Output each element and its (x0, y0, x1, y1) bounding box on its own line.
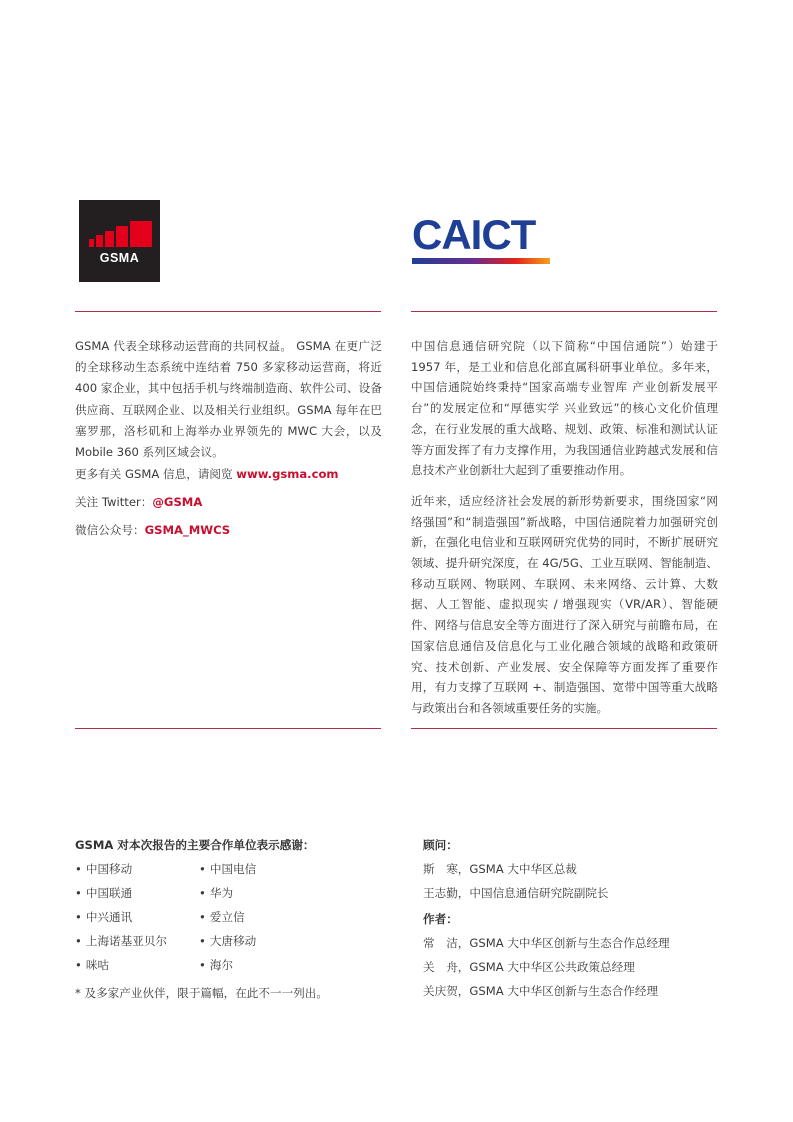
twitter-handle-link[interactable]: @GSMA (152, 495, 203, 509)
acknowledgement-footnote: * 及多家产业伙伴，限于篇幅，在此不一一列出。 (75, 986, 328, 1000)
list-item: • 中国联通 (75, 881, 167, 905)
gsma-logo-bar (116, 226, 128, 247)
wechat-handle: GSMA_MWCS (144, 523, 231, 537)
caict-intro-paragraph-1: 中国信息通信研究院（以下简称“中国信通院”）始建于 1957 年，是工业和信息化部直属科研事业单位。多年来，中国信通院始终秉持“国家高端专业智库 产业创新发展平台”的发展定位和“厚德实学 兴业致远”的核心文化价值理念，在行业发展的重大战略、规划、政策、标准和测试认证等方面发挥了有力支撑作用，为我国通信业跨越式发展和信息技术产业创新壮大起到了重要推动作用。 (411, 339, 718, 478)
list-item: • 中国移动 (75, 857, 167, 881)
list-item: • 大唐移动 (199, 929, 256, 953)
authors-list (423, 931, 670, 1003)
caict-intro (411, 336, 718, 719)
author-entry: 常 洁，GSMA 大中华区创新与生态合作总经理 (423, 936, 670, 950)
gsma-website-link[interactable]: www.gsma.com (236, 467, 339, 481)
list-item: • 上海诺基亚贝尔 (75, 929, 167, 953)
advisors-heading: 顾问： (423, 838, 458, 852)
partners-list-col2 (199, 857, 256, 977)
gsma-logo-bar (89, 239, 94, 247)
gsma-logo-bar (105, 231, 114, 247)
gsma-logo-text: GSMA (99, 251, 140, 265)
wechat-prefix: 微信公众号： (75, 523, 145, 537)
author-entry: 关庆贺，GSMA 大中华区创新与生态合作经理 (423, 984, 659, 998)
twitter-prefix: 关注 Twitter： (75, 495, 153, 509)
caict-logo-stripe (412, 258, 550, 264)
advisor-entry: 斯 寒，GSMA 大中华区总裁 (423, 862, 577, 876)
gsma-intro (75, 336, 382, 463)
caict-logo-text: CAICT (412, 211, 536, 258)
list-item: • 中兴通讯 (75, 905, 167, 929)
divider-right-top (411, 311, 717, 312)
list-item: • 咪咕 (75, 953, 167, 977)
list-item: • 中国电信 (199, 857, 256, 881)
divider-left-bottom (75, 728, 381, 729)
advisor-entry: 王志勤，中国信息通信研究院副院长 (423, 886, 609, 900)
caict-logo (412, 213, 562, 267)
gsma-logo (79, 200, 160, 282)
list-item: • 海尔 (199, 953, 256, 977)
acknowledgement-heading: GSMA 对本次报告的主要合作单位表示感谢： (75, 838, 315, 852)
list-item: • 爱立信 (199, 905, 256, 929)
gsma-logo-bar (96, 235, 103, 247)
divider-right-bottom (411, 728, 717, 729)
gsma-intro-paragraph: GSMA 代表全球移动运营商的共同权益。 GSMA 在更广泛的全球移动生态系统中连结着 750 多家移动运营商，将近 400 家企业，其中包括手机与终端制造商、软件公司、设备供应商、互联网企业、以及相关行业组织。GSMA 每年在巴塞罗那，洛杉矶和上海举办业界领先的 MWC 大会，以及 Mobile 360 系列区域会议。 (75, 339, 382, 460)
gsma-wechat (75, 520, 230, 540)
partners-list-col1 (75, 857, 167, 977)
advisors-list (423, 857, 609, 905)
list-item: • 华为 (199, 881, 256, 905)
gsma-twitter (75, 492, 202, 512)
gsma-logo-bar (130, 221, 152, 247)
more-info-prefix: 更多有关 GSMA 信息，请阅览 (75, 467, 237, 481)
author-entry: 关 舟，GSMA 大中华区公共政策总经理 (423, 960, 635, 974)
authors-heading: 作者： (423, 912, 458, 926)
caict-intro-paragraph-2: 近年来，适应经济社会发展的新形势新要求，围绕国家“网络强国”和“制造强国”新战略，中国信通院着力加强研究创新，在强化电信业和互联网研究优势的同时，不断扩展研究领域、提升研究深度，在 4G/5G、工业互联网、智能制造、移动互联网、物联网、车联网、未来网络、云计算、大数据、人工智能、虚拟现实 / 增强现实（VR/AR）、智能硬件、网络与信息安全等方面进行了深入研究与前瞻布局，在国家信息通信及信息化与工业化融合领域的战略和政策研究、技术创新、产业发展、安全保障等方面发挥了重要作用，有力支撑了互联网 +、制造强国、宽带中国等重大战略与政策出台和各领域重要任务的实施。 (411, 493, 718, 715)
gsma-more-info (75, 464, 339, 484)
divider-left-top (75, 311, 381, 312)
